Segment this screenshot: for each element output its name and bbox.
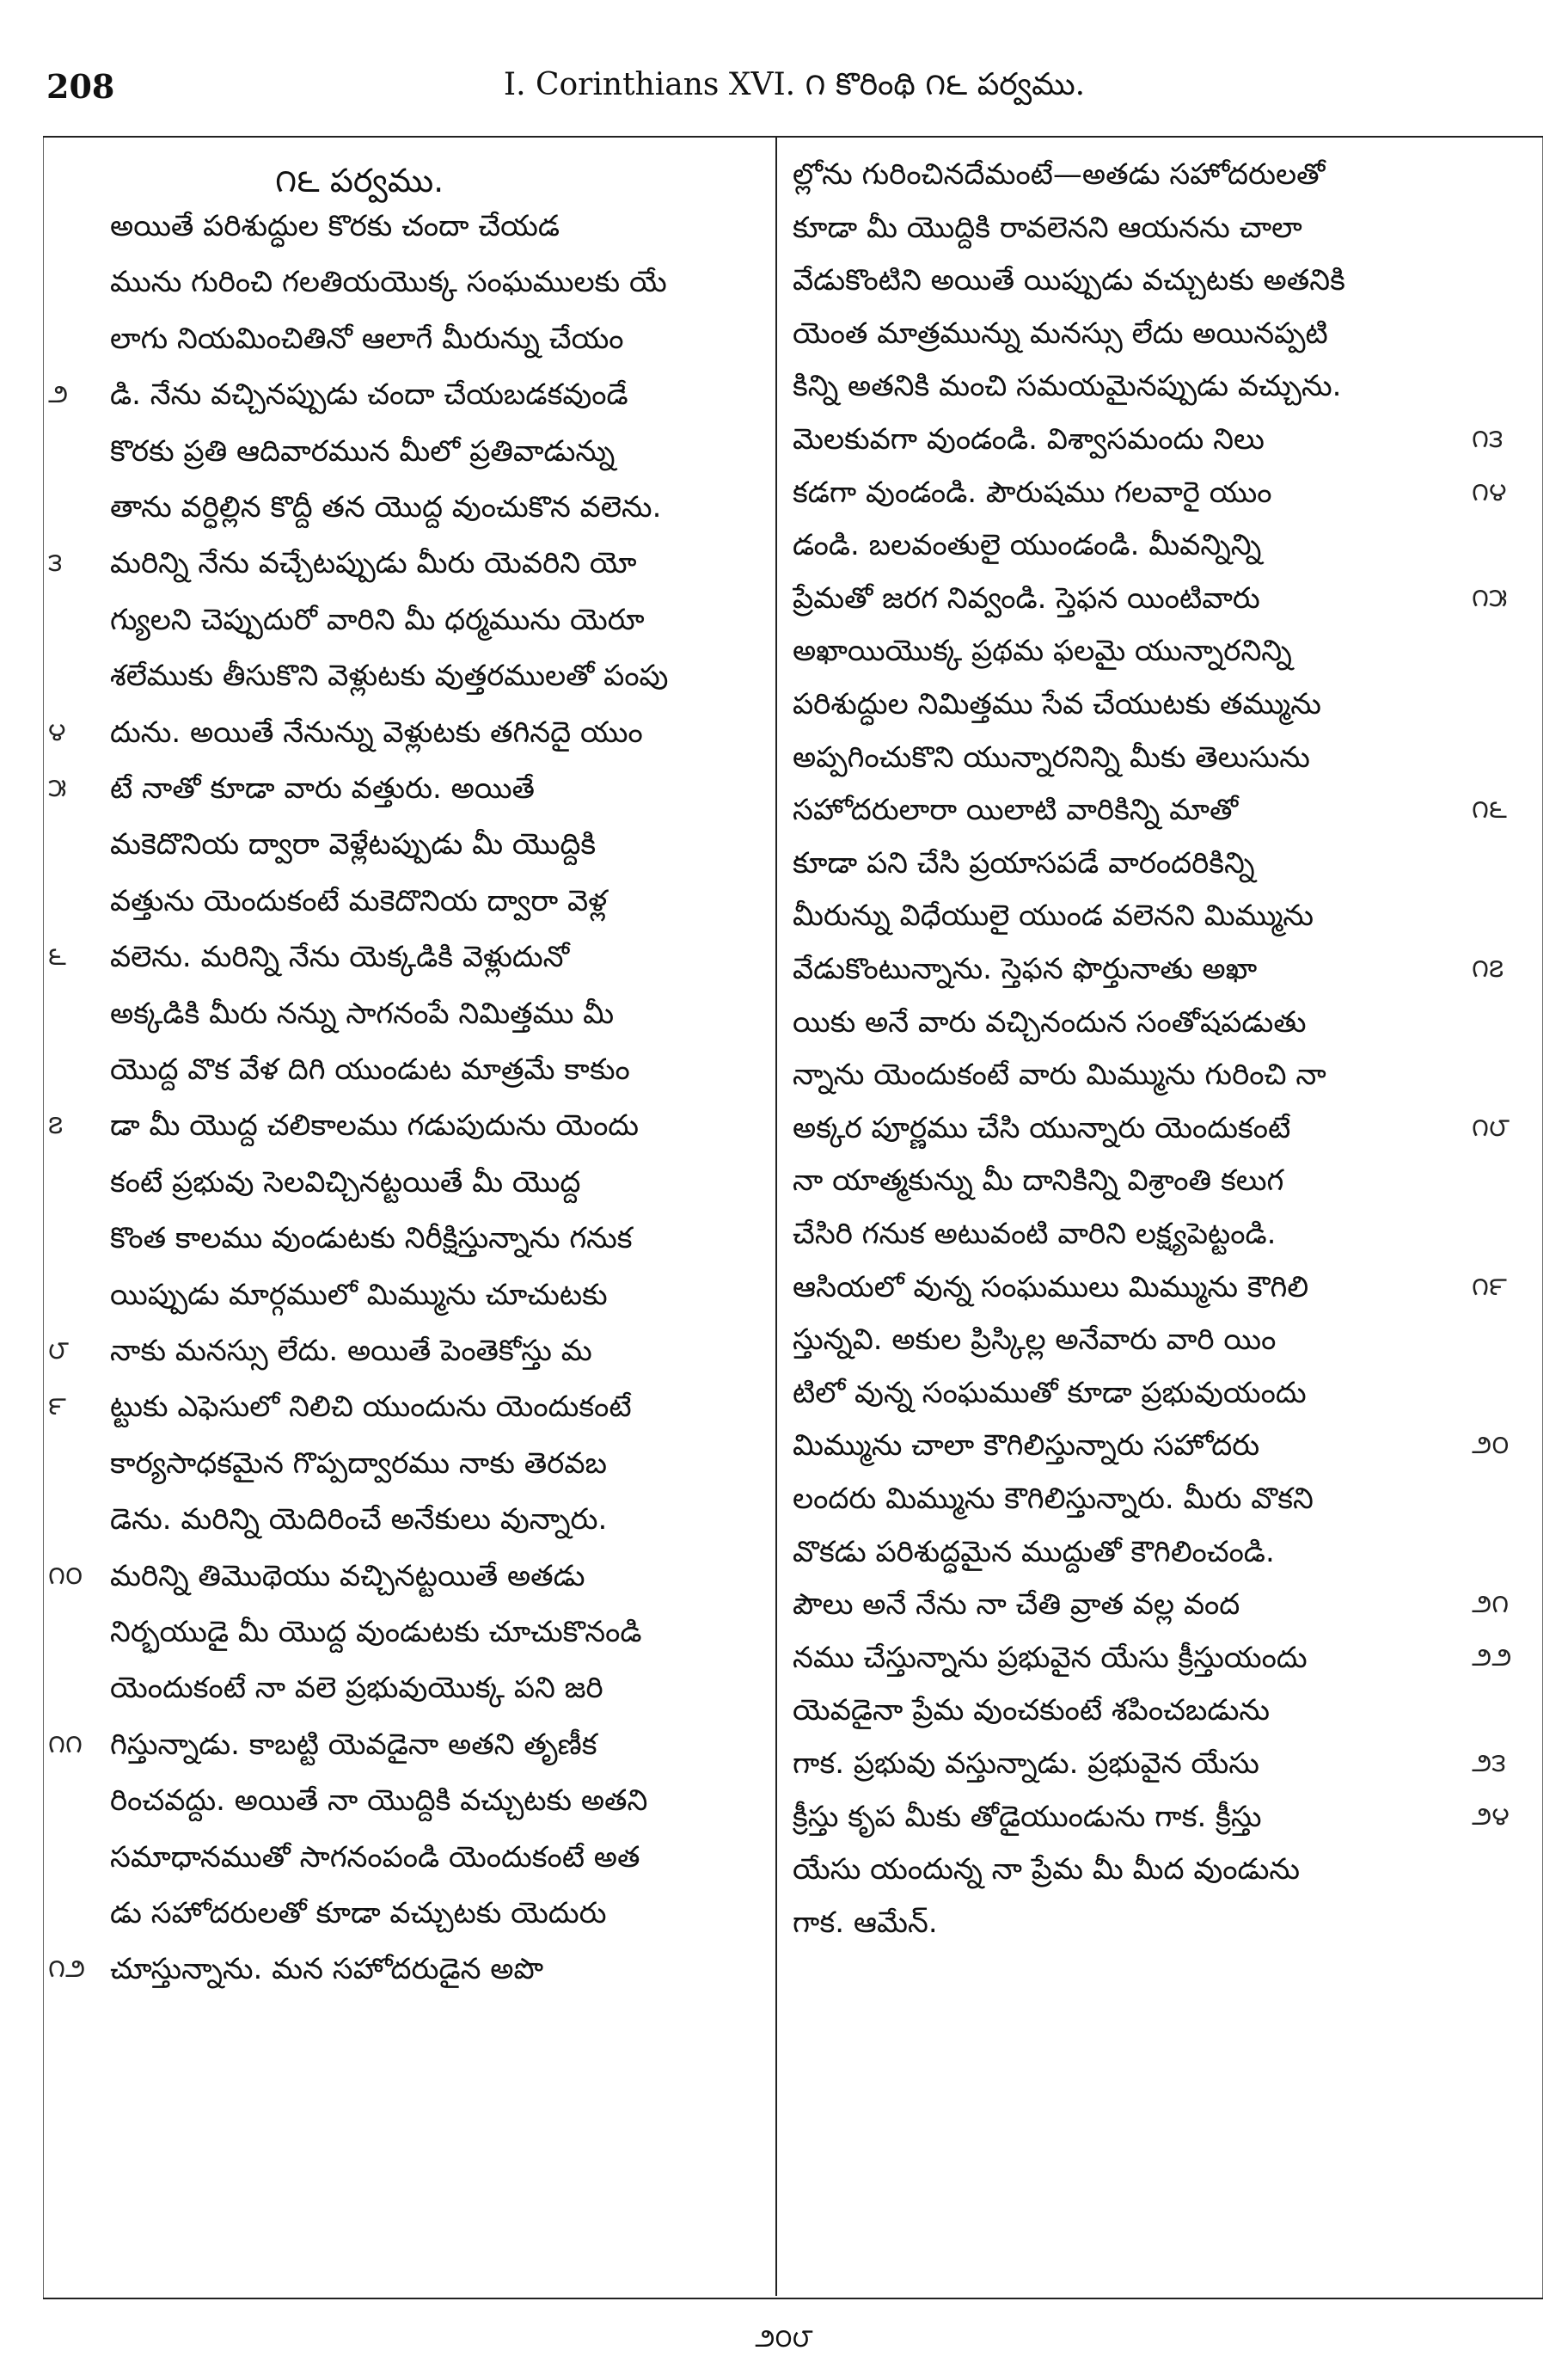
header-rule bbox=[43, 136, 1543, 138]
text-line: మకెదొనియ ద్వారా వెళ్లేటప్పుడు మీ యొద్దికి bbox=[110, 827, 597, 862]
text-line: కడగా వుండండి. పౌరుషము గలవారై యుం bbox=[793, 475, 1272, 510]
text-line: లందరు మిమ్మును కౌగిలిస్తున్నారు. మీరు వొకని bbox=[793, 1482, 1314, 1516]
verse-number: ౯ bbox=[48, 1391, 66, 1422]
verse-number: ౧౯ bbox=[1472, 1271, 1507, 1302]
verse-number: ౧౧ bbox=[48, 1728, 83, 1759]
text-line: కూడా మీ యొద్దికి రావలెనని ఆయనను చాలా bbox=[793, 210, 1302, 245]
text-line: నా యాత్మకున్ను మీ దానికిన్ని విశ్రాంతి కలుగ bbox=[793, 1163, 1284, 1199]
text-line: శలేముకు తీసుకొని వెళ్లుటకు వుత్తరములతో పంపు bbox=[110, 659, 669, 694]
text-line: యేసు యందున్న నా ప్రేమ మీ మీద వుండును bbox=[793, 1852, 1301, 1887]
text-line: టిలో వున్న సంఘముతో కూడా ప్రభువుయందు bbox=[793, 1375, 1307, 1410]
text-line: యెవడైనా ప్రేమ వుంచకుంటే శపించబడును bbox=[793, 1693, 1270, 1728]
column-divider bbox=[775, 138, 777, 2296]
text-line: చేసిరి గనుక అటువంటి వారిని లక్ష్యపెట్టండి. bbox=[793, 1217, 1277, 1251]
text-line: పౌలు అనే నేను నా చేతి వ్రాత వల్ల వంద bbox=[793, 1587, 1240, 1623]
text-line: గాక. ఆమేన్. bbox=[793, 1905, 938, 1940]
left-frame-line bbox=[43, 138, 44, 2298]
text-line: క్రీస్తు కృప మీకు తోడైయుండును గాక. క్రీస్తు bbox=[793, 1799, 1262, 1834]
page-number: 208 bbox=[46, 67, 115, 106]
text-line: తాను వర్ధిల్లిన కొద్దీ తన యొద్ద వుంచుకొన వలెను. bbox=[110, 490, 662, 525]
text-line: యొద్ద వొక వేళ దిగి యుండుట మాత్రమే కాకుం bbox=[110, 1052, 630, 1087]
text-line: చూస్తున్నాను. మన సహోదరుడైన అపొ bbox=[110, 1952, 544, 1987]
text-line: వలెను. మరిన్ని నేను యెక్కడికి వెళ్లుదునో bbox=[110, 940, 570, 975]
verse-number: ౧౦ bbox=[48, 1560, 83, 1591]
text-line: ల్లోను గురించినదేమంటే—అతడు సహోదరులతో bbox=[793, 157, 1326, 192]
verse-number: ౨౨ bbox=[1472, 1642, 1512, 1672]
verse-number: ౧౭ bbox=[1472, 954, 1504, 984]
text-line: డా మీ యొద్ద చలికాలము గడుపుదును యెందు bbox=[110, 1108, 640, 1144]
text-line: వేడుకొంటిని అయితే యిప్పుడు వచ్చుటకు అతనికి bbox=[793, 263, 1345, 298]
text-line: ఆసియలో వున్న సంఘములు మిమ్మును కౌగిలి bbox=[793, 1269, 1309, 1304]
verse-number: ౩ bbox=[48, 548, 63, 579]
verse-number: ౧౩ bbox=[1472, 424, 1504, 454]
text-line: మును గురించి గలతియయొక్క సంఘములకు యే bbox=[110, 265, 667, 300]
verse-number: ౨౪ bbox=[1472, 1801, 1510, 1832]
text-line: మెలకువగా వుండండి. విశ్వాసమందు నిలు bbox=[793, 422, 1265, 457]
text-line: లాగు నియమించితినో ఆలాగే మీరున్ను చేయం bbox=[110, 321, 624, 356]
text-line: డు సహోదరులతో కూడా వచ్చుటకు యెదురు bbox=[110, 1896, 607, 1930]
text-line: కూడా పని చేసి ప్రయాసపడే వారందరికిన్ని bbox=[793, 845, 1255, 881]
text-line: సహోదరులారా యిలాటి వారికిన్ని మాతో bbox=[793, 793, 1239, 828]
text-line: మిమ్మును చాలా కౌగిలిస్తున్నారు సహోదరు bbox=[793, 1428, 1260, 1464]
verse-number: ౬ bbox=[48, 942, 66, 973]
printer-signature: ౨౦౮ bbox=[755, 2323, 813, 2354]
text-line: గ్యులని చెప్పుదురో వారిని మీ ధర్మమును యెరూ bbox=[110, 602, 645, 637]
verse-number: ౪ bbox=[48, 716, 66, 747]
text-line: నిర్భయుడై మీ యొద్ద వుండుటకు చూచుకొనండి bbox=[110, 1615, 642, 1649]
text-line: వేడుకొంటున్నాను. స్తెఫన ఫొర్తునాతు అఖా bbox=[793, 952, 1258, 986]
text-line: వత్తును యెందుకంటే మకెదొనియ ద్వారా వెళ్ల bbox=[110, 883, 608, 918]
text-line: నము చేస్తున్నాను ప్రభువైన యేసు క్రీస్తుయందు bbox=[793, 1640, 1308, 1675]
verse-number: ౧౮ bbox=[1472, 1112, 1510, 1143]
text-line: అప్పగించుకొని యున్నారనిన్ని మీకు తెలుసును bbox=[793, 740, 1310, 775]
text-line: అఖాయియొక్క ప్రథమ ఫలమై యున్నారనిన్ని bbox=[793, 634, 1292, 669]
verse-number: ౨ bbox=[48, 379, 69, 410]
verse-number: ౨౩ bbox=[1472, 1748, 1506, 1778]
chapter-heading: ౧౬ పర్వము. bbox=[275, 162, 444, 199]
verse-number: ౨౦ bbox=[1472, 1430, 1510, 1461]
text-line: సమాధానముతో సాగనంపండి యెందుకంటే అత bbox=[110, 1839, 640, 1875]
page-header bbox=[46, 60, 1542, 120]
text-line: యికు అనే వారు వచ్చినందున సంతోషపడుతు bbox=[793, 1004, 1307, 1040]
text-line: మరిన్ని తిమొథెయు వచ్చినట్టయితే అతడు bbox=[110, 1558, 585, 1593]
verse-number: ౧౪ bbox=[1472, 476, 1507, 507]
verse-number: ౧౬ bbox=[1472, 795, 1507, 825]
text-line: డి. నేను వచ్చినప్పుడు చందా చేయబడకవుండే bbox=[110, 377, 628, 413]
verse-number: ౨౧ bbox=[1472, 1589, 1510, 1620]
text-line: ప్రేమతో జరగ నివ్వండి. స్తెఫన యింటివారు bbox=[793, 580, 1260, 616]
text-line: కొరకు ప్రతి ఆదివారమున మీలో ప్రతివాడున్ను bbox=[110, 433, 616, 469]
text-line: డండి. బలవంతులై యుండండి. మీవన్నిన్ని bbox=[793, 528, 1262, 563]
verse-number: ౭ bbox=[48, 1110, 64, 1141]
footer-rule bbox=[43, 2298, 1543, 2299]
text-line: కిన్ని అతనికి మంచి సమయమైనప్పుడు వచ్చును. bbox=[793, 369, 1342, 404]
text-line: మరిన్ని నేను వచ్చేటప్పుడు మీరు యెవరిని యో bbox=[110, 546, 637, 581]
text-line: పరిశుద్ధుల నిమిత్తము సేవ చేయుటకు తమ్మును bbox=[793, 687, 1321, 721]
verse-number: ౫ bbox=[48, 773, 67, 803]
verse-number: ౧౫ bbox=[1472, 582, 1508, 613]
text-line: నాకు మనస్సు లేదు. అయితే పెంతెకోస్తు మ bbox=[110, 1334, 592, 1368]
text-line: అక్కడికి మీరు నన్ను సాగనంపే నిమిత్తము మీ bbox=[110, 996, 615, 1031]
text-line: యిప్పుడు మార్గములో మిమ్మును చూచుటకు bbox=[110, 1277, 608, 1312]
right-frame-line bbox=[1542, 138, 1543, 2298]
text-line: యెంత మాత్రమున్ను మనస్సు లేదు అయినప్పటి bbox=[793, 316, 1328, 351]
text-line: రించవద్దు. అయితే నా యొద్దికి వచ్చుటకు అతని bbox=[110, 1783, 648, 1819]
verse-number: ౮ bbox=[48, 1335, 70, 1365]
text-line: కంటే ప్రభువు సెలవిచ్చినట్టయితే మీ యొద్ద bbox=[110, 1164, 581, 1200]
text-line: న్నాను యెందుకంటే వారు మిమ్మును గురించి నా bbox=[793, 1058, 1326, 1093]
text-line: డెను. మరిన్ని యెదిరించే అనేకులు వున్నారు. bbox=[110, 1502, 608, 1537]
text-line: టే నాతో కూడా వారు వత్తురు. అయితే bbox=[110, 771, 535, 806]
text-line: అక్కర పూర్ణము చేసి యున్నారు యెందుకంటే bbox=[793, 1110, 1291, 1145]
text-line: గిస్తున్నాడు. కాబట్టి యెవడైనా అతని తృణీక bbox=[110, 1727, 597, 1762]
text-line: దును. అయితే నేనున్ను వెళ్లుటకు తగినదై యుం bbox=[110, 715, 643, 750]
text-line: కొంత కాలము వుండుటకు నిరీక్షిస్తున్నాను గనుక bbox=[110, 1221, 633, 1256]
text-line: ట్టుకు ఎఫెసులో నిలిచి యుందును యెందుకంటే bbox=[110, 1390, 632, 1425]
text-line: కార్యసాధకమైన గొప్పద్వారము నాకు తెరవబ bbox=[110, 1445, 608, 1481]
text-line: వొకడు పరిశుద్ధమైన ముద్దుతో కౌగిలించండి. bbox=[793, 1534, 1275, 1569]
text-line: యెందుకంటే నా వలె ప్రభువుయొక్క పని జరి bbox=[110, 1671, 603, 1706]
verse-number: ౧౨ bbox=[48, 1954, 86, 1985]
text-line: మీరున్ను విధేయులై యుండ వలెనని మిమ్మును bbox=[793, 899, 1314, 934]
text-line: గాక. ప్రభువు వస్తున్నాడు. ప్రభువైన యేసు bbox=[793, 1746, 1259, 1781]
text-line: స్తున్నవి. అకుల ప్రిస్కిల్ల అనేవారు వారి యిం bbox=[793, 1323, 1277, 1358]
text-line: అయితే పరిశుద్ధుల కొరకు చందా చేయడ bbox=[110, 209, 560, 243]
running-title: I. Corinthians XVI. ౧ కొరింథి ౧౬ పర్వము. bbox=[503, 67, 1086, 102]
